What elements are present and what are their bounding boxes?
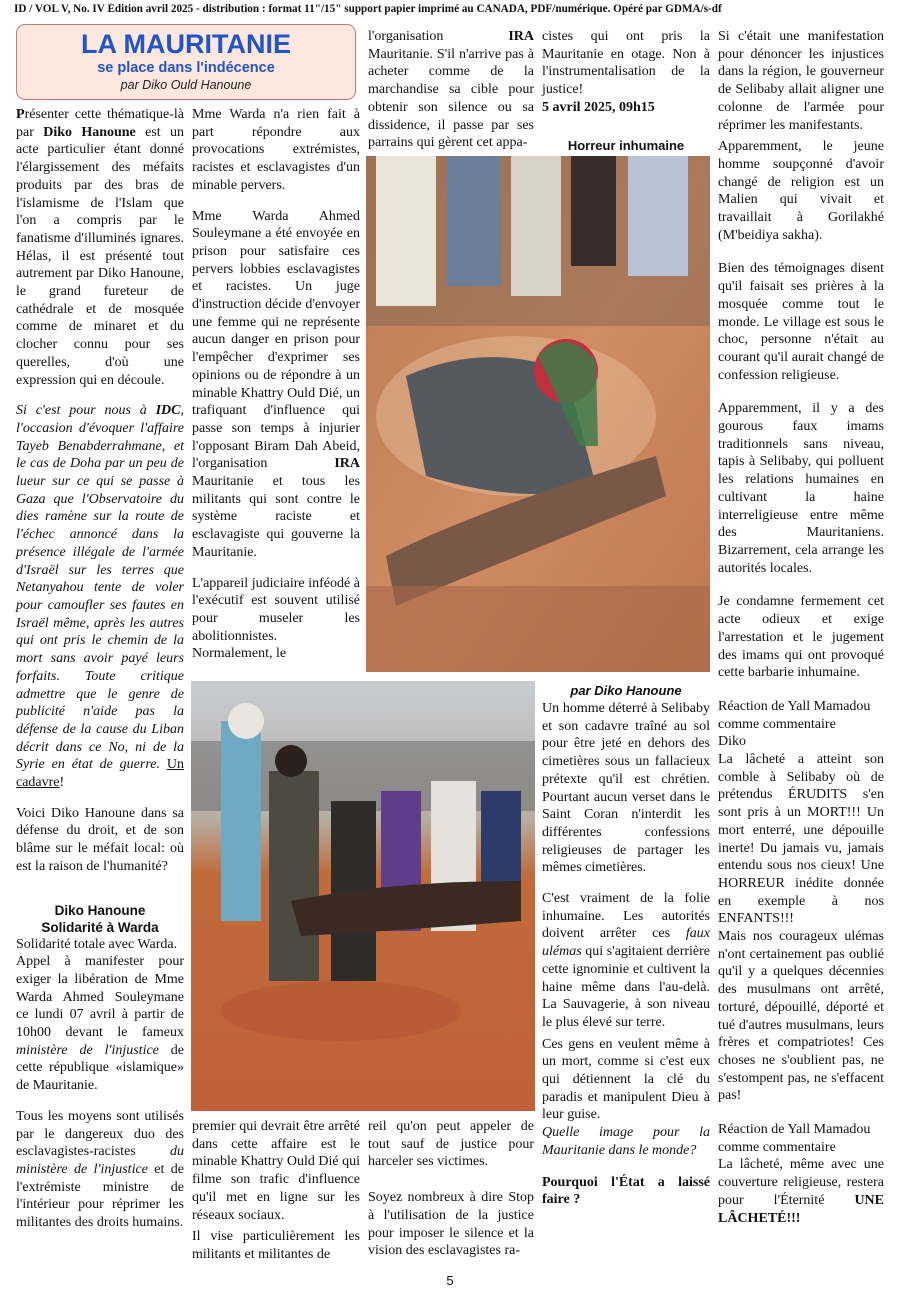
reaction-heading: Réaction de Yall Mamadou comme commentaire Diko (718, 698, 871, 750)
paragraph: l'organisation IRA Mauritanie. S'il n'arrive pas à acheter comme de la marchandise sa cible pour obtenir son silence ou sa dissidence, il passe par ses parrains qui gèrent cet appa- (368, 29, 534, 151)
paragraph: C'est vraiment de la folie inhumaine. Les autorités doivent arrêter ces faux ulémas qui s'agitaient derrière cette ignominie et cultivent la haine même dans l'au-delà. La Sauvagerie, à son niveau le plus élevé sur terre. (542, 891, 710, 1030)
paragraph: Mme Warda Ahmed Souleymane a été envoyée en prison pour satisfaire ces pervers lobbies esclavagistes et racistes. Un juge d'instruction décide d'envoyer une femme qui ne représente aucun danger en prison pour l'empêcher d'exprimer ses opinions ou de répondre à un minable Khattry Ould Dié, un trafiquant d'influence qui passe son temps à injurier l'opposant Biram Dah Abeid, l'organisation IRA Mauritanie et tous les militants qui sont contre le système raciste et esclavagiste qui gouverne la Mauritanie. (192, 208, 360, 560)
column-2-bottom (192, 1118, 360, 1264)
paragraph: Mais nos courageux ulémas n'ont certainement pas oublié qu'il y a quelques décennies des musulmans ont arrêté, torturé, dépouillé, déporté et tué d'autres musulmans, leurs frères et compatriotes! Ces choses ne s'oublient pas, ne s'estompent pas, ne s'effacent pas! (718, 929, 884, 1104)
subheading: Diko Hanoune Solidarité à Warda (41, 902, 159, 935)
italic-paragraph: Si c'est pour nous à IDC, l'occasion d'évoquer l'affaire Tayeb Benabderrahmane, et le cas de Doha par un peu de lueur sur ce qui se passe à Gaza que l'Observatoire du dies ramène sur la route de l'échec annoncé dans la présence illégale de l'armée d'Israël sur les terres que Netanyahou tente de voler pour camoufler ses fautes en Israël même, après les autres qui ont pris le chemin de la mort sans avoir payé leurs forfaits. Toute critique admettre que le genre de publicité n'aide pas la défense de la cause du Liban décrit dans ce No, ni de la Syrie en état de guerre. Un cadavre! (16, 403, 184, 791)
column-3-top (368, 28, 534, 152)
column-4-bottom (542, 700, 710, 1209)
masthead-line: ID / VOL V, No. IV Édition avril 2025 - distribution : format 11"/15" support papier imprimé au CANADA, PDF/numérique. Opéré par GDMA/s-df (14, 3, 722, 15)
paragraph: Mme Warda n'a rien fait à part répondre aux provocations extrémistes, racistes et esclavagistes d'un minable pervers. (192, 107, 360, 193)
reaction-heading: Réaction de Yall Mamadou comme commentaire (718, 1122, 871, 1155)
paragraph: Il vise particulièrement les militants et militantes de (192, 1229, 360, 1262)
paragraph: Appel à manifester pour exiger la libération de Mme Warda Ahmed Souleymane ce lundi 07 avril à partir de 10h00 devant le fameux ministère de l'injustice de cette république «islamique» de Mauritanie. (16, 954, 184, 1094)
paragraph: Apparemment, le jeune homme soupçonné d'avoir changé de religion est un Malien qui vivait et travaillait à Gorilakhé (M'beidiya sakha). (718, 139, 884, 243)
photo-burial-site (366, 156, 710, 672)
article-subtitle: se place dans l'indécence (97, 60, 275, 76)
paragraph: premier qui devrait être arrêté dans cette affaire est le minable Khattry Ould Dié qui filme son trafic d'influence qu'il met en ligne sur les réseaux sociaux. (192, 1119, 360, 1223)
paragraph: Tous les moyens sont utilisés par le dangereux duo des esclavagistes-racistes du ministère de l'injustice et de l'extrémiste ministre de l'intérieur pour réprimer les militantes des droits humains. (16, 1108, 184, 1231)
paragraph: Bien des témoignages disent qu'il faisait ses prières à la mosquée comme tout le monde. Le village est sous le choc, personne n'était au courant qu'il aurait changé de confession religieuse. (718, 261, 884, 383)
intro-paragraph: Présenter cette thématique-là par Diko Hanoune est un acte particulier étant donné l'élargissement des méfaits produits par des bras de l'islamisme de l'Islam que l'on a compris par le fanatisme d'illuminés ignares. Hélas, il est présenté tout autrement par Diko Hanoune, le grand fureteur de cathédrale et de mosquée comme de minaret et du clocher connu pour ses querelles, d'où une expression qui en découle. (16, 107, 184, 388)
article-title-box (16, 24, 356, 100)
article-title: LA MAURITANIE (81, 29, 291, 59)
paragraph: Ces gens en veulent même à un mort, comme si c'est eux qui détiennent la clé du paradis et manipulent Dieu à leur guise. (542, 1036, 710, 1123)
photo-crowd (191, 681, 535, 1111)
paragraph: Je condamne fermement cet acte odieux et exige l'arrestation et le jugement des imams qui ont provoqué cette barbarie inhumaine. (718, 594, 884, 681)
paragraph: Pourquoi l'État a laissé faire ? (542, 1174, 710, 1208)
article-byline: par Diko Ould Hanoune (120, 78, 252, 92)
column-3-bottom (368, 1118, 534, 1260)
column-4-top (542, 28, 710, 117)
paragraph: Si c'était une manifestation pour dénoncer les injustices dans la région, le gouverneur de Selibaby allait aligner une colonne de l'armée pour réprimer les manifestants. (718, 29, 884, 133)
paragraph: Un homme déterré à Selibaby et son cadavre traîné au sol pour être jeté en dehors des cimetières sous un fallacieux prétexte qu'il est chrétien. Pourtant aucun verset dans le Saint Coran n'interdit les différentes confessions religieuses de partager les mêmes cimetières. (542, 701, 710, 876)
paragraph: reil qu'on peut appeler de tout sauf de justice pour harceler ses victimes. (368, 1119, 534, 1170)
column-2-top (192, 106, 360, 663)
photo-caption: Horreur inhumaine (567, 138, 685, 153)
paragraph: L'appareil judiciaire inféodé à l'exécutif est souvent utilisé pour museler les abolitionnistes. Normalement, le (192, 575, 360, 662)
page-number: 5 (446, 1273, 454, 1288)
paragraph: Apparemment, il y a des gourous faux imams traditionnels sans niveau, tapis à Selibaby, qui polluent les relations humaines en cultivant la haine interreligieuse entre même des Mauritaniens. Bizarrement, cela arrange les autorités locales. (718, 401, 884, 576)
photo-credit: par Diko Hanoune (570, 683, 682, 698)
paragraph: Quelle image pour la Mauritanie dans le monde? (542, 1125, 710, 1158)
paragraph: La lâcheté, même avec une couverture religieuse, restera pour l'Éternité UNE LÂCHETÉ!!! (718, 1157, 884, 1226)
paragraph: Solidarité totale avec Warda. (16, 936, 178, 952)
paragraph: Soyez nombreux à dire Stop à l'utilisation de la justice pour imposer le silence et la vision des esclavagistes ra- (368, 1190, 534, 1259)
dateline: 5 avril 2025, 09h15 (542, 99, 655, 115)
paragraph: Voici Diko Hanoune dans sa défense du droit, et de son blâme sur le méfait local: où est la raison de l'humanité? (16, 805, 184, 874)
paragraph: La lâcheté a atteint son comble à Selibaby où de prétendus ÉRUDITS s'en sont pris à un MORT!!! Un mort enterré, une dépouille inerte! Du jamais vu, jamais entendu sous nos cieux! Une HORREUR inédite donnée en exemple à nos ENFANTS!!! (718, 752, 884, 927)
column-5 (718, 28, 884, 1227)
paragraph: cistes qui ont pris la Mauritanie en otage. Non à l'instrumentalisation de la justice! (542, 29, 710, 98)
column-1 (16, 106, 184, 1232)
